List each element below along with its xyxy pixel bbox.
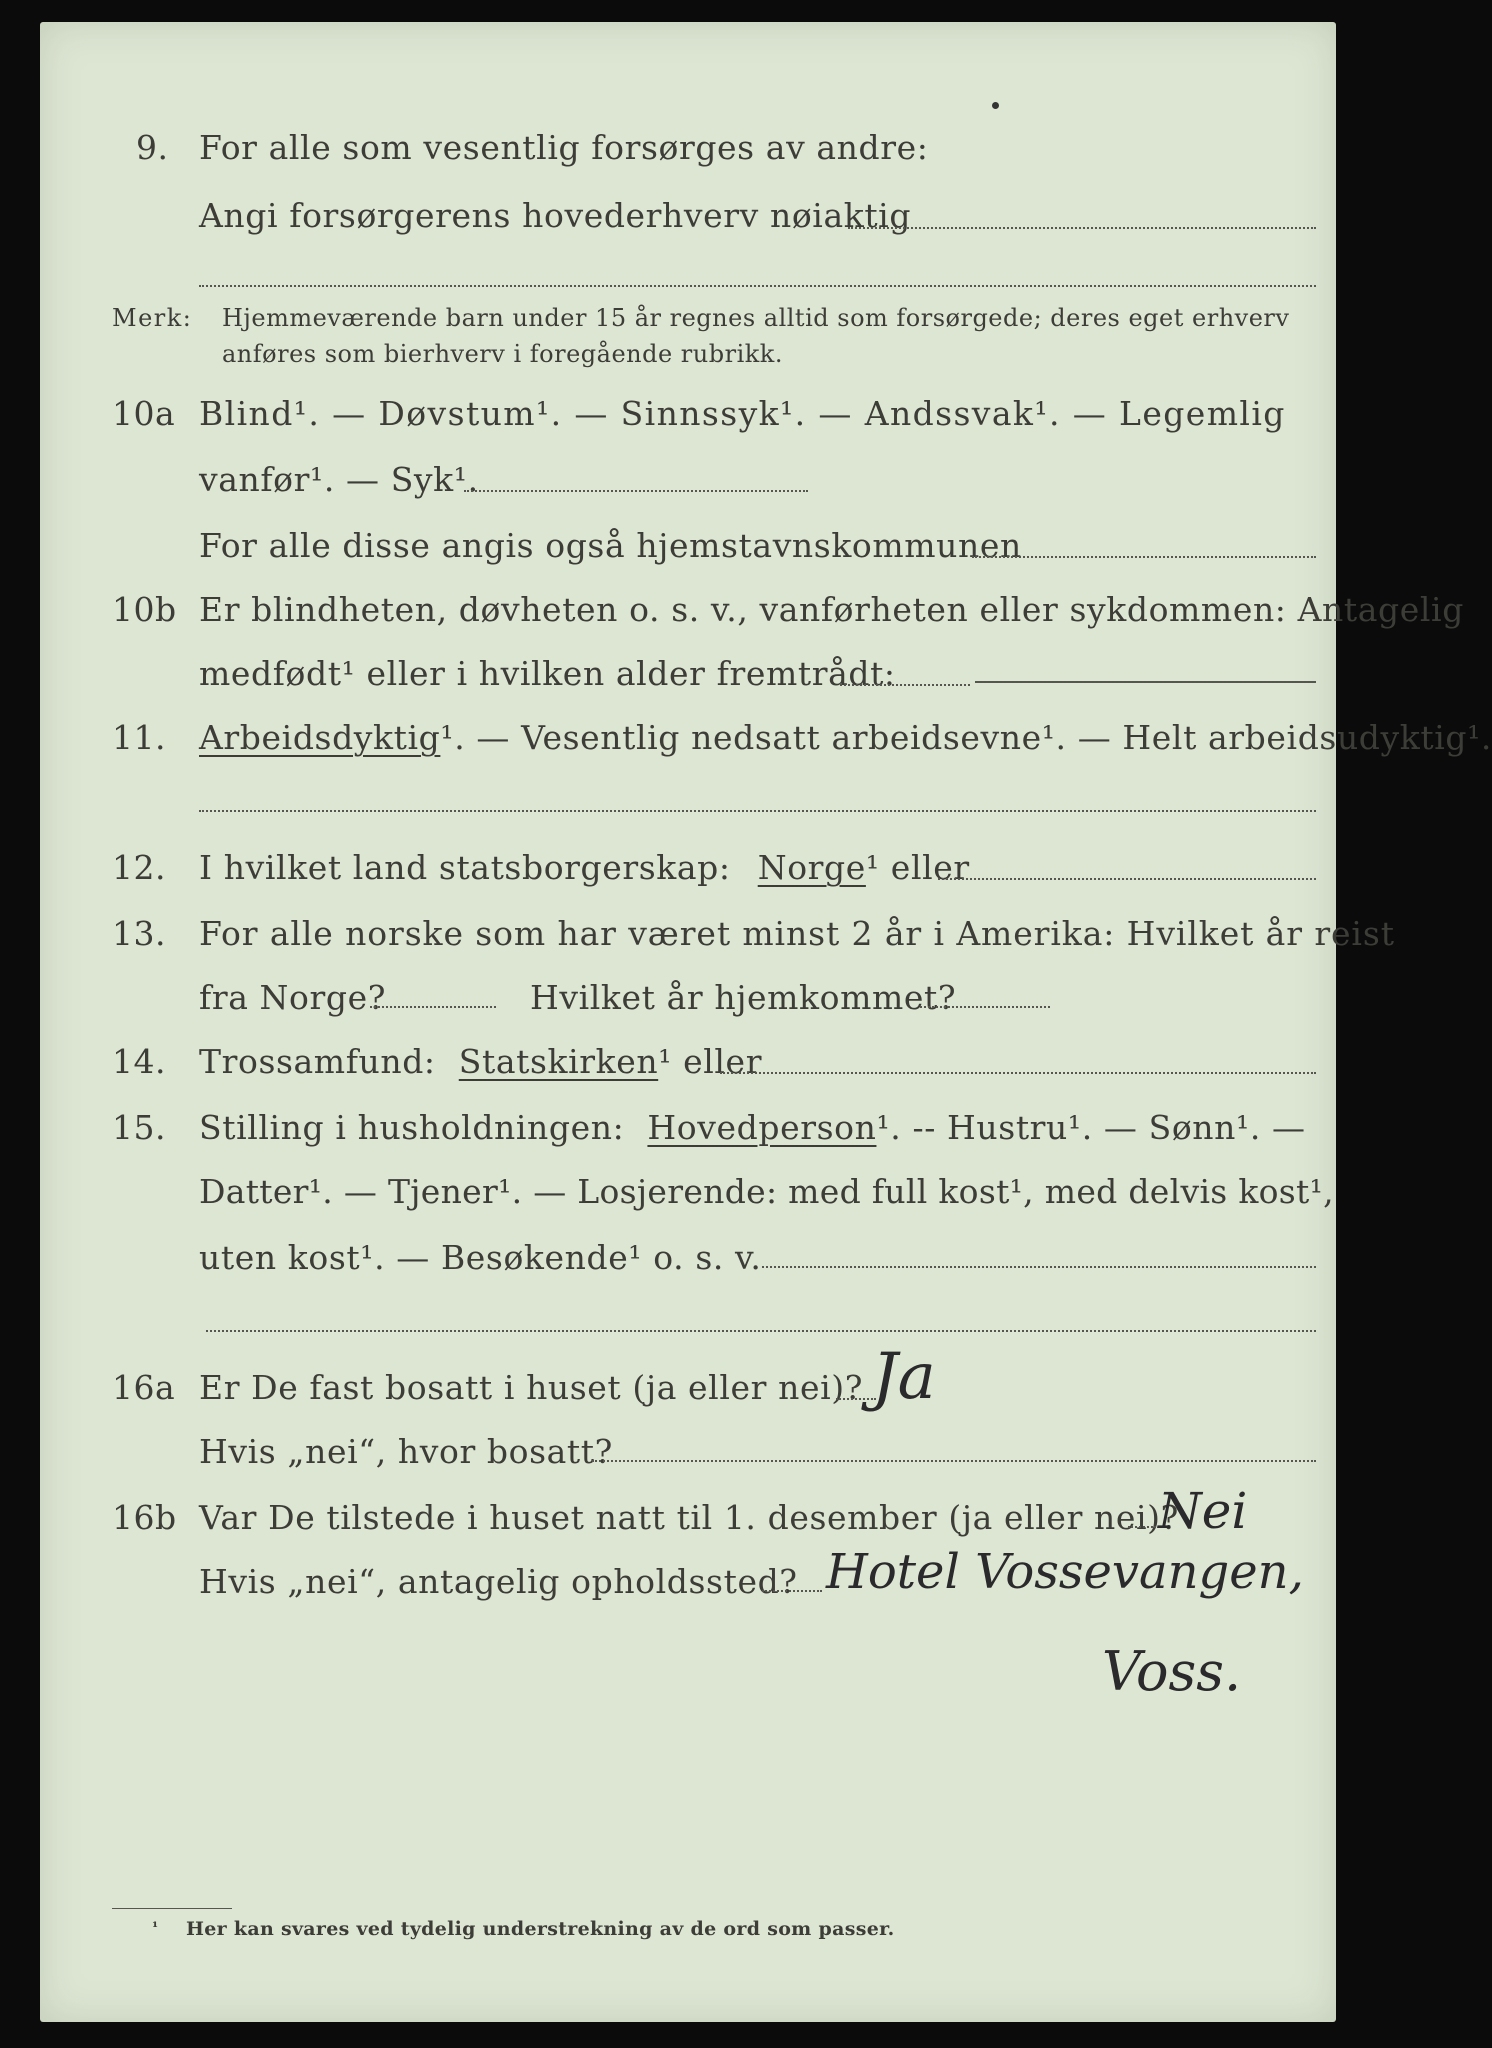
q13-departure-line — [370, 1006, 496, 1008]
q12-prefix: I hvilket land statsborgerskap: — [199, 848, 731, 887]
q12-answer-line — [938, 878, 1316, 880]
q13-line1: For alle norske som har været minst 2 år i Amerika: Hvilket år reist — [199, 914, 1395, 953]
footnote-text: Her kan svares ved tydelig understrekning av de ord som passer. — [186, 1918, 895, 1940]
q10a-line1: Blind¹. — Døvstum¹. — Sinnssyk¹. — Andssvak¹. — Legemlig — [199, 394, 1286, 433]
q14-number: 14. — [112, 1042, 166, 1081]
q16b-number: 16b — [112, 1498, 177, 1537]
q15-number: 15. — [112, 1108, 166, 1147]
ink-speck — [992, 102, 999, 109]
q12-number: 12. — [112, 848, 166, 887]
q16b-location-line — [762, 1590, 822, 1592]
q9-number: 9. — [136, 128, 169, 167]
q11-line — [199, 718, 1492, 757]
q9-answer-line — [848, 227, 1316, 229]
q14-line — [199, 1042, 762, 1081]
merk-line1: Hjemmeværende barn under 15 år regnes alltid som forsørgede; deres eget erhverv — [222, 304, 1290, 332]
q16a-line2: Hvis „nei“, hvor bosatt? — [199, 1432, 613, 1471]
q10a-line3: For alle disse angis også hjemstavnskommunen — [199, 526, 1022, 565]
q12-selected-option: Norge — [757, 848, 866, 887]
q16b-handwritten-answer: Nei — [1158, 1482, 1248, 1540]
q16b-handwritten-town: Voss. — [1102, 1640, 1242, 1703]
q14-selected-option: Statskirken — [458, 1042, 659, 1081]
q14-suffix: ¹ eller — [658, 1042, 763, 1081]
q15-line2: Datter¹. — Tjener¹. — Losjerende: med full kost¹, med delvis kost¹, — [199, 1172, 1334, 1211]
q15-answer-line-2 — [206, 1330, 1316, 1332]
q16a-line1: Er De fast bosatt i huset (ja eller nei)? — [199, 1368, 863, 1407]
q10a-number: 10a — [112, 394, 176, 433]
q10a-answer-line — [464, 490, 808, 492]
q14-prefix: Trossamfund: — [199, 1042, 436, 1081]
q16a-number: 16a — [112, 1368, 176, 1407]
q11-selected-option: Arbeidsdyktig — [199, 718, 441, 757]
q11-rest: ¹. — Vesentlig nedsatt arbeidsevne¹. — Helt arbeidsudyktig¹. — [440, 718, 1492, 757]
q10b-number: 10b — [112, 590, 177, 629]
q14-answer-line — [720, 1072, 1316, 1074]
q15-suffix: ¹. -- Hustru¹. — Sønn¹. — — [876, 1108, 1306, 1147]
q13-return-line — [920, 1006, 1050, 1008]
merk-line2: anføres som bierhverv i foregående rubrikk. — [222, 340, 783, 368]
q9-line1: For alle som vesentlig forsørges av andre: — [199, 128, 929, 167]
q11-number: 11. — [112, 718, 166, 757]
q15-answer-line — [762, 1266, 1316, 1268]
q10b-answer-line — [840, 684, 970, 686]
q16b-line2: Hvis „nei“, antagelig opholdssted? — [199, 1562, 798, 1601]
q10a-hometown-line — [972, 556, 1316, 558]
q15-selected-option: Hovedperson — [647, 1108, 877, 1147]
q16a-answer-line — [836, 1398, 876, 1400]
merk-label: Merk: — [112, 304, 193, 332]
q16a-handwritten-answer: Ja — [872, 1340, 936, 1414]
q10b-age-line — [975, 681, 1316, 683]
q12-line — [199, 848, 970, 887]
q16a-residence-line — [592, 1460, 1316, 1462]
q10a-line2: vanfør¹. — Syk¹. — [199, 460, 479, 499]
q10b-line1: Er blindheten, døvheten o. s. v., vanførheten eller sykdommen: Antagelig — [199, 590, 1464, 629]
q15-line1 — [199, 1108, 1306, 1147]
q10b-line2: medfødt¹ eller i hvilken alder fremtrådt: — [199, 654, 896, 693]
q11-answer-line — [199, 810, 1316, 812]
q16b-handwritten-location: Hotel Vossevangen, — [826, 1544, 1304, 1600]
q13-number: 13. — [112, 914, 166, 953]
q15-prefix: Stilling i husholdningen: — [199, 1108, 625, 1147]
q15-line3: uten kost¹. — Besøkende¹ o. s. v. — [199, 1238, 762, 1277]
q16b-answer-line — [1128, 1526, 1156, 1528]
footnote-rule — [112, 1908, 232, 1909]
q16b-line1: Var De tilstede i huset natt til 1. desember (ja eller nei)? — [199, 1498, 1179, 1537]
q12-suffix: ¹ eller — [865, 848, 970, 887]
q13-line2a: fra Norge? — [199, 978, 387, 1017]
q9-line2: Angi forsørgerens hovederhverv nøiaktig — [199, 196, 912, 235]
footnote-mark: ¹ — [152, 1920, 159, 1936]
q13-line2b: Hvilket år hjemkommet? — [530, 978, 957, 1017]
q9-answer-line-2 — [199, 285, 1316, 287]
